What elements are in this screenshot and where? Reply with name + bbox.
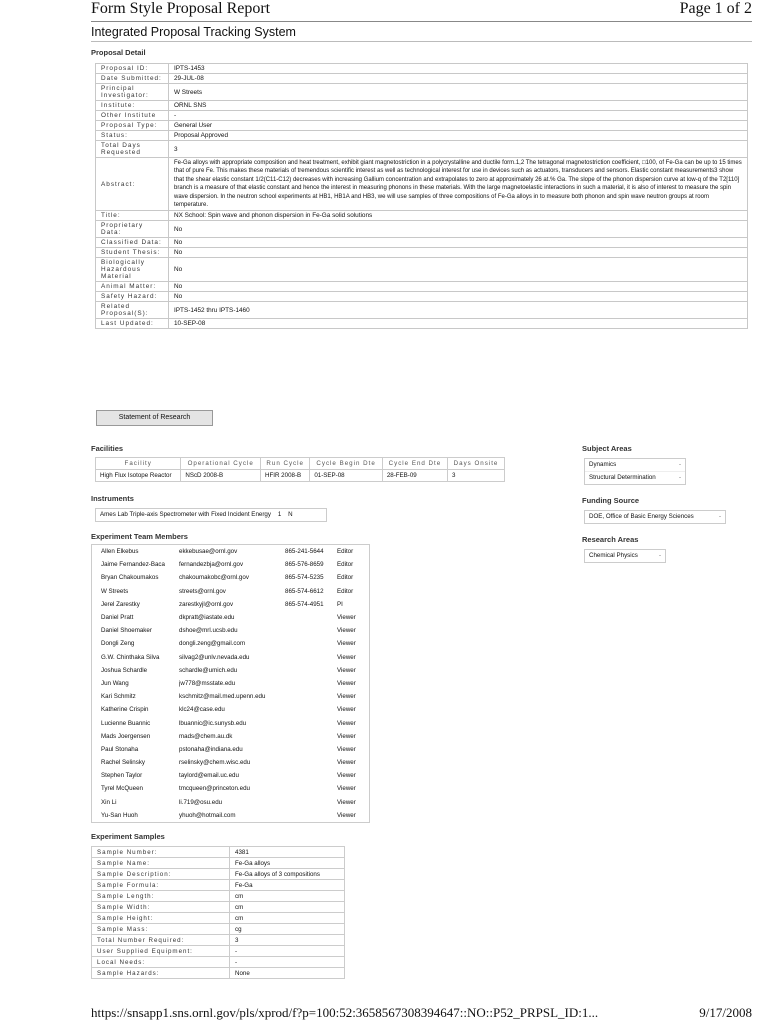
sample-value: None [230, 968, 345, 979]
detail-label: Total Days Requested [96, 141, 169, 158]
instrument-flag: N [288, 511, 293, 518]
sample-row [92, 924, 345, 935]
detail-row [96, 238, 748, 248]
member-role: Viewer [337, 798, 356, 806]
sample-value: 3 [230, 935, 345, 946]
detail-label: Proposal Type: [96, 121, 169, 131]
facility-cell: 3 [448, 470, 505, 482]
team-member-row [92, 809, 369, 822]
detail-value: No [169, 248, 748, 258]
member-name: G.W. Chinthaka Silva [101, 653, 160, 661]
member-name: Daniel Pratt [101, 614, 134, 622]
member-name: Bryan Chakoumakos [101, 574, 159, 582]
member-name: Kari Schmitz [101, 693, 136, 701]
sample-row [92, 847, 345, 858]
team-member-row [92, 716, 369, 729]
sample-value: - [230, 957, 345, 968]
detail-label: Biologically Hazardous Material [96, 258, 169, 282]
sample-value: 4381 [230, 847, 345, 858]
member-email: dongli.zeng@gmail.com [179, 640, 246, 648]
member-email: dshoe@mrl.ucsb.edu [179, 627, 238, 635]
member-email: lbuannic@ic.sunysb.edu [179, 719, 247, 727]
chevron-down-icon: - [679, 462, 681, 468]
member-email: streets@ornl.gov [179, 587, 226, 595]
facility-column-header: Days Onsite [448, 458, 505, 470]
detail-value: - [169, 111, 748, 121]
sample-value: cm [230, 913, 345, 924]
detail-row [96, 101, 748, 111]
member-email: chakoumakobc@ornl.gov [179, 574, 249, 582]
member-phone: 865-574-4951 [285, 600, 324, 608]
detail-value: No [169, 221, 748, 238]
member-name: Stephen Taylor [101, 772, 143, 780]
facility-cell: High Flux Isotope Reactor [96, 470, 181, 482]
sample-row [92, 869, 345, 880]
member-name: W Streets [101, 587, 129, 595]
member-email: dkpratt@iastate.edu [179, 614, 235, 622]
detail-label: Proposal ID: [96, 64, 169, 74]
team-member-row [92, 571, 369, 584]
member-email: rselinsky@chem.wisc.edu [179, 759, 251, 767]
facilities-table [95, 457, 505, 482]
member-email: schardle@umich.edu [179, 666, 238, 674]
member-email: klc24@case.edu [179, 706, 225, 714]
member-role: Viewer [337, 759, 356, 767]
member-role: Viewer [337, 693, 356, 701]
proposal-detail-table [95, 63, 748, 329]
chevron-down-icon: - [679, 475, 681, 481]
member-role: Viewer [337, 666, 356, 674]
table-row [96, 470, 505, 482]
sample-label: Sample Formula: [92, 880, 230, 891]
team-member-row [92, 703, 369, 716]
member-name: Lucienne Buannic [101, 719, 151, 727]
member-email: li.719@osu.edu [179, 798, 223, 806]
sample-label: Total Number Required: [92, 935, 230, 946]
detail-row [96, 302, 748, 319]
member-role: Viewer [337, 745, 356, 753]
system-title-divider [91, 41, 752, 42]
member-name: Jun Wang [101, 679, 129, 687]
detail-label: Title: [96, 211, 169, 221]
samples-heading: Experiment Samples [91, 832, 165, 841]
research-area-value: Chemical Physics [589, 552, 638, 559]
sample-row [92, 891, 345, 902]
detail-label: Related Proposal(S): [96, 302, 169, 319]
member-phone: 865-576-8659 [285, 561, 324, 569]
team-member-row [92, 624, 369, 637]
subject-area-item[interactable] [585, 459, 685, 472]
detail-row [96, 258, 748, 282]
member-role: Viewer [337, 706, 356, 714]
member-role: Viewer [337, 653, 356, 661]
chevron-down-icon: - [719, 514, 721, 520]
detail-value: No [169, 258, 748, 282]
detail-label: Last Updated: [96, 319, 169, 329]
member-name: Daniel Shoemaker [101, 627, 152, 635]
detail-value: 3 [169, 141, 748, 158]
detail-row [96, 221, 748, 238]
detail-row [96, 292, 748, 302]
detail-value: IPTS-1453 [169, 64, 748, 74]
sample-row [92, 902, 345, 913]
sample-label: Sample Number: [92, 847, 230, 858]
team-member-row [92, 637, 369, 650]
subject-area-label: Structural Determination [589, 474, 656, 481]
detail-label: Other Institute [96, 111, 169, 121]
sample-value: cm [230, 891, 345, 902]
detail-label: Status: [96, 131, 169, 141]
detail-value: NX School: Spin wave and phonon dispersion in Fe-Ga solid solutions [169, 211, 748, 221]
sample-row [92, 858, 345, 869]
sample-row [92, 913, 345, 924]
member-name: Rachel Selinsky [101, 759, 146, 767]
member-email: fernandezbja@ornl.gov [179, 561, 244, 569]
detail-value: 29-JUL-08 [169, 74, 748, 84]
sample-label: Sample Hazards: [92, 968, 230, 979]
team-member-row [92, 690, 369, 703]
detail-label: Abstract: [96, 158, 169, 211]
detail-row [96, 211, 748, 221]
team-member-row [92, 782, 369, 795]
detail-row [96, 121, 748, 131]
facilities-heading: Facilities [91, 444, 124, 453]
facility-column-header: Cycle End Dte [382, 458, 447, 470]
print-title: Form Style Proposal Report [91, 0, 271, 17]
sample-label: Sample Name: [92, 858, 230, 869]
facility-cell: HFIR 2008-B [261, 470, 310, 482]
detail-row [96, 141, 748, 158]
member-role: Viewer [337, 732, 356, 740]
member-email: silvag2@unlv.nevada.edu [179, 653, 250, 661]
member-role: Viewer [337, 719, 356, 727]
subject-area-label: Dynamics [589, 461, 617, 468]
sample-value: cg [230, 924, 345, 935]
footer-date: 9/17/2008 [699, 1005, 752, 1020]
detail-label: Animal Matter: [96, 282, 169, 292]
sample-value: cm [230, 902, 345, 913]
detail-label: Institute: [96, 101, 169, 111]
detail-row [96, 282, 748, 292]
team-member-row [92, 545, 369, 558]
sample-label: Sample Description: [92, 869, 230, 880]
page-number: Page 1 of 2 [679, 0, 752, 17]
member-name: Jerel Zarestky [101, 600, 140, 608]
team-member-row [92, 677, 369, 690]
detail-row [96, 158, 748, 211]
sample-label: Sample Mass: [92, 924, 230, 935]
detail-value: No [169, 238, 748, 248]
subject-area-item[interactable] [585, 472, 685, 484]
instruments-heading: Instruments [91, 494, 134, 503]
member-role: Editor [337, 574, 354, 582]
member-name: Joshua Schardle [101, 666, 148, 674]
detail-value: W Streets [169, 84, 748, 101]
funding-source-value: DOE, Office of Basic Energy Sciences [589, 513, 694, 520]
detail-value: Proposal Approved [169, 131, 748, 141]
member-phone: 865-574-6612 [285, 587, 324, 595]
member-name: Xin Li [101, 798, 117, 806]
team-member-row [92, 664, 369, 677]
detail-label: Date Submitted: [96, 74, 169, 84]
detail-row [96, 64, 748, 74]
member-role: Editor [337, 587, 354, 595]
detail-label: Proprietary Data: [96, 221, 169, 238]
detail-label: Classified Data: [96, 238, 169, 248]
detail-value: IPTS-1452 thru IPTS-1460 [169, 302, 748, 319]
detail-label: Safety Hazard: [96, 292, 169, 302]
detail-label: Student Thesis: [96, 248, 169, 258]
member-role: Viewer [337, 811, 356, 819]
team-member-row [92, 796, 369, 809]
chevron-down-icon: - [659, 553, 661, 559]
funding-source-field[interactable] [584, 510, 726, 524]
sample-label: Sample Length: [92, 891, 230, 902]
sample-label: Local Needs: [92, 957, 230, 968]
subject-areas-list [584, 458, 686, 485]
detail-label: Principal Investigator: [96, 84, 169, 101]
member-role: PI [337, 600, 343, 608]
team-member-row [92, 756, 369, 769]
detail-row [96, 131, 748, 141]
funding-source-heading: Funding Source [582, 496, 640, 505]
header-divider [91, 21, 752, 22]
member-email: yhuoh@hotmail.com [179, 811, 236, 819]
team-member-row [92, 558, 369, 571]
team-member-row [92, 730, 369, 743]
member-name: Mads Joergensen [101, 732, 151, 740]
sample-row [92, 957, 345, 968]
footer-url: https://snsapp1.sns.ornl.gov/pls/xprod/f?p=100:52:3658567308394647::NO::P52_PRPSL_ID:1... [91, 1005, 599, 1020]
team-member-row [92, 743, 369, 756]
member-email: tmcqueen@princeton.edu [179, 785, 250, 793]
sample-row [92, 880, 345, 891]
system-title: Integrated Proposal Tracking System [91, 25, 296, 39]
team-member-row [92, 585, 369, 598]
detail-value: Fe-Ga alloys with appropriate composition and heat treatment, exhibit giant magnetostriction in a polycrystalline and ductile form.1,2 The tetragonal magnetostriction coefficient, □100, of Fe-Ga can be up to 15 times that of pure Fe. This makes these materials of tremendous scientific interest as well as technological interest for use in devices such as actuators, transducers and sensors. Elastic constant measurements3 show that the shear elastic constant 1/2(C11-C12) decreases with increasing Gallium concentration and extrapolates to zero at approximately 26 at.% Ga. The slope of the phonon dispersion curve at low-q of the T2[110] branch is a measure of that elastic constant and hence the interest in measuring phonons in these materials. With the large magnetoelastic interactions in such a material, it is also of interest to measure the spin wave dispersion. In the neutron school experiments at HB1, HB1A and HB3, we will use samples of three compositions of Fe-Ga alloys in to measure both phonon and spin wave neutron groups at room temperature. [169, 158, 748, 211]
proposal-detail-heading: Proposal Detail [91, 48, 146, 57]
team-members-list [91, 544, 370, 823]
member-name: Katherine Crispin [101, 706, 149, 714]
research-areas-field[interactable] [584, 549, 666, 563]
member-name: Dongli Zeng [101, 640, 135, 648]
detail-row [96, 74, 748, 84]
member-phone: 865-241-5644 [285, 548, 324, 556]
facility-column-header: Facility [96, 458, 181, 470]
member-role: Editor [337, 548, 354, 556]
member-email: ekkebusae@ornl.gov [179, 548, 238, 556]
member-role: Viewer [337, 614, 356, 622]
detail-row [96, 84, 748, 101]
instrument-row [95, 508, 327, 522]
member-role: Viewer [337, 640, 356, 648]
instrument-name: Ames Lab Triple-axis Spectrometer with Fixed Incident Energy [100, 511, 271, 518]
statement-of-research-button[interactable]: Statement of Research [96, 410, 213, 426]
member-name: Allen Elkebus [101, 548, 139, 556]
detail-row [96, 111, 748, 121]
team-member-row [92, 598, 369, 611]
member-email: kschmitz@mail.med.upenn.edu [179, 693, 266, 701]
research-areas-heading: Research Areas [582, 535, 639, 544]
team-heading: Experiment Team Members [91, 532, 188, 541]
subject-areas-heading: Subject Areas [582, 444, 632, 453]
detail-row [96, 319, 748, 329]
sample-label: Sample Height: [92, 913, 230, 924]
samples-table [91, 846, 345, 979]
member-name: Jaime Fernandez-Baca [101, 561, 165, 569]
detail-value: No [169, 292, 748, 302]
member-role: Viewer [337, 627, 356, 635]
member-name: Paul Stonaha [101, 745, 139, 753]
sample-value: Fe-Ga [230, 880, 345, 891]
team-member-row [92, 651, 369, 664]
detail-value: General User [169, 121, 748, 131]
facility-column-header: Operational Cycle [181, 458, 261, 470]
member-email: zarestkyjl@ornl.gov [179, 600, 234, 608]
detail-value: 10-SEP-08 [169, 319, 748, 329]
member-email: mads@chem.au.dk [179, 732, 233, 740]
detail-value: ORNL SNS [169, 101, 748, 111]
member-email: pstonaha@indiana.edu [179, 745, 243, 753]
sample-value: - [230, 946, 345, 957]
member-role: Viewer [337, 785, 356, 793]
member-email: jw778@msstate.edu [179, 679, 236, 687]
facility-cell: 01-SEP-08 [310, 470, 382, 482]
member-role: Viewer [337, 772, 356, 780]
sample-row [92, 946, 345, 957]
facility-column-header: Run Cycle [261, 458, 310, 470]
sample-row [92, 968, 345, 979]
member-role: Viewer [337, 679, 356, 687]
member-role: Editor [337, 561, 354, 569]
detail-row [96, 248, 748, 258]
instrument-count: 1 [277, 511, 282, 518]
detail-value: No [169, 282, 748, 292]
team-member-row [92, 769, 369, 782]
sample-label: User Supplied Equipment: [92, 946, 230, 957]
sample-row [92, 935, 345, 946]
sample-label: Sample Width: [92, 902, 230, 913]
facility-cell: NScD 2008-B [181, 470, 261, 482]
member-name: Yu-San Huoh [101, 811, 138, 819]
sample-value: Fe-Ga alloys [230, 858, 345, 869]
team-member-row [92, 611, 369, 624]
member-email: taylord@email.uc.edu [179, 772, 239, 780]
member-name: Tyrel McQueen [101, 785, 143, 793]
sample-value: Fe-Ga alloys of 3 compositions [230, 869, 345, 880]
member-phone: 865-574-5235 [285, 574, 324, 582]
facility-column-header: Cycle Begin Dte [310, 458, 382, 470]
facility-cell: 28-FEB-09 [382, 470, 447, 482]
